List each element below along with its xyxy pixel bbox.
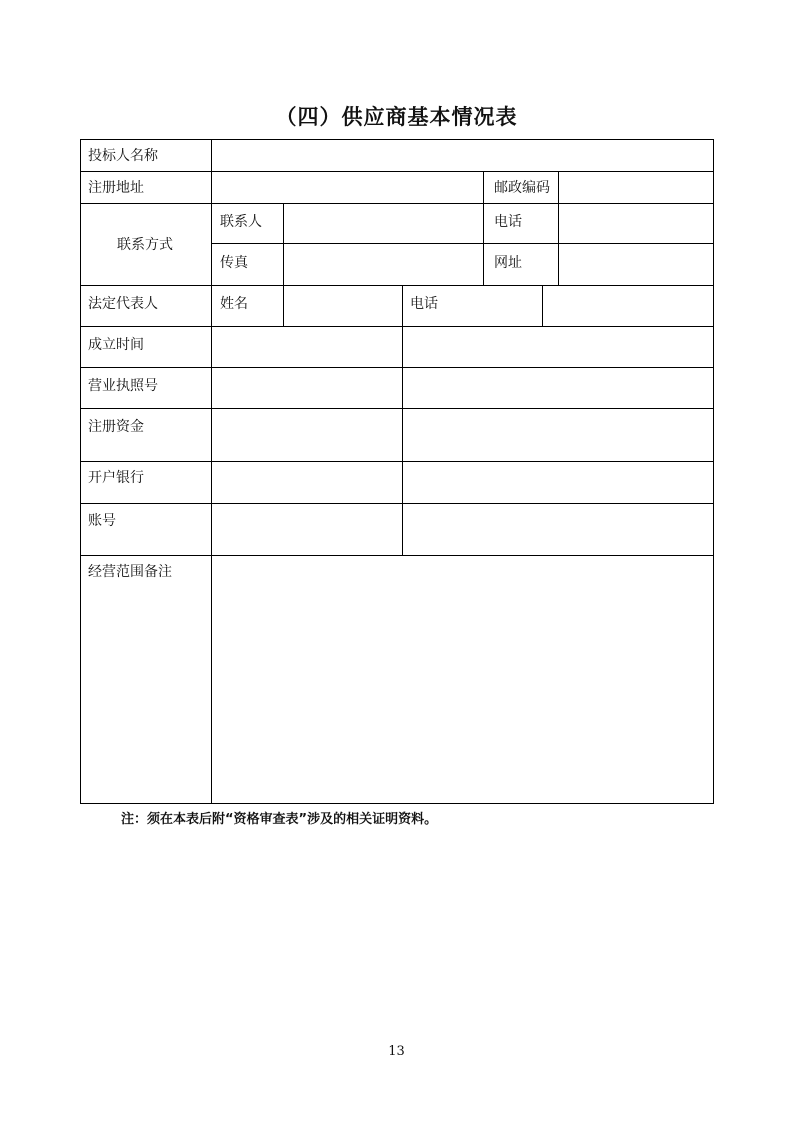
row-divider xyxy=(80,171,714,172)
bank-label: 开户银行 xyxy=(88,470,144,486)
col-divider xyxy=(483,203,484,285)
row-divider xyxy=(80,503,714,504)
col-divider xyxy=(483,171,484,203)
table-border-left xyxy=(80,139,81,804)
license-label: 营业执照号 xyxy=(88,378,158,394)
fax-label: 传真 xyxy=(220,255,248,271)
account-label: 账号 xyxy=(88,513,116,529)
website-label: 网址 xyxy=(494,255,522,271)
row-divider xyxy=(80,326,714,327)
row-divider xyxy=(80,367,714,368)
bidder-name-label: 投标人名称 xyxy=(88,148,158,164)
scope-label: 经营范围备注 xyxy=(88,564,172,580)
row-divider xyxy=(211,243,714,244)
legal-rep-label: 法定代表人 xyxy=(88,296,158,312)
capital-label: 注册资金 xyxy=(88,419,144,435)
col-divider xyxy=(211,139,212,804)
legal-rep-name-label: 姓名 xyxy=(220,296,248,312)
table-border-bottom xyxy=(80,803,714,804)
legal-rep-phone-label: 电话 xyxy=(410,296,438,312)
col-divider xyxy=(283,203,284,326)
row-divider xyxy=(80,555,714,556)
contact-person-label: 联系人 xyxy=(220,214,262,230)
founded-label: 成立时间 xyxy=(88,337,144,353)
page-title: （四）供应商基本情况表 xyxy=(275,105,518,129)
col-divider xyxy=(542,285,543,326)
col-divider xyxy=(558,203,559,285)
row-divider xyxy=(80,203,714,204)
contact-method-label: 联系方式 xyxy=(117,237,173,253)
col-divider xyxy=(402,285,403,326)
row-divider xyxy=(80,461,714,462)
col-divider xyxy=(558,171,559,203)
row-divider xyxy=(80,285,714,286)
row-divider xyxy=(80,408,714,409)
phone-label: 电话 xyxy=(494,214,522,230)
page-number: 13 xyxy=(388,1044,405,1059)
supplier-info-table xyxy=(80,139,714,804)
table-border-top xyxy=(80,139,714,140)
col-divider xyxy=(402,326,403,555)
reg-address-label: 注册地址 xyxy=(88,180,144,196)
table-border-right xyxy=(713,139,714,804)
postcode-label: 邮政编码 xyxy=(494,180,550,196)
footnote: 注：须在本表后附“资格审查表”涉及的相关证明资料。 xyxy=(121,812,438,827)
